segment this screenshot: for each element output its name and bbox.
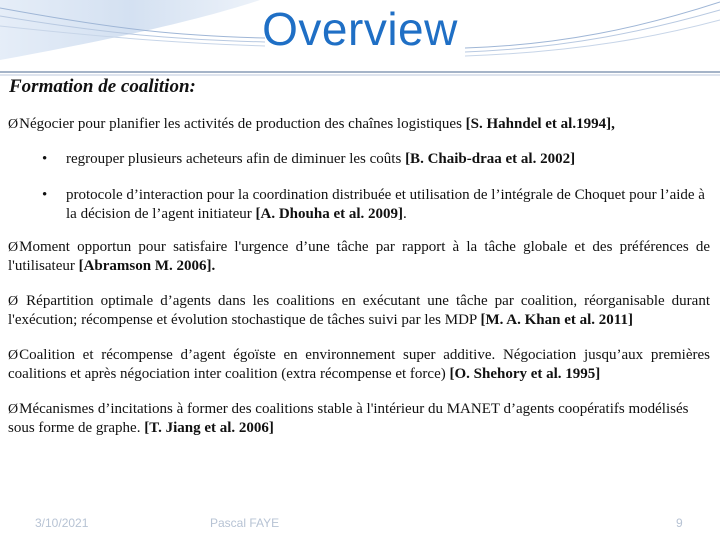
item-reference: [Abramson M. 2006].: [78, 258, 216, 274]
arrow-bullet-icon: Ø: [8, 348, 19, 363]
item-tail: .: [403, 206, 407, 222]
item-text: Répartition optimale d’agents dans les coalitions en exécutant une tâche par coalition, réorganisable durant l'exécution; récompense et évolution stochastique de tâches suivi par les MDP: [8, 293, 710, 328]
slide-title: Overview: [262, 3, 458, 55]
list-item: [8, 150, 710, 169]
list-item: [8, 346, 710, 384]
item-reference: [T. Jiang et al. 2006]: [144, 420, 274, 436]
item-reference: [O. Shehory et al. 1995]: [449, 366, 601, 382]
list-item: [8, 115, 710, 134]
arrow-bullet-icon: Ø: [8, 240, 19, 255]
slide-subtitle: Formation de coalition:: [9, 76, 196, 97]
footer-page-number: 9: [676, 516, 683, 530]
slide-body: [8, 115, 710, 454]
arrow-bullet-icon: Ø: [8, 117, 19, 132]
bullet-dot-icon: •: [42, 187, 48, 203]
item-text: protocole d’interaction pour la coordination distribuée et utilisation de l’intégrale de Choquet pour l’aide à la décision de l’agent initiateur: [66, 187, 705, 222]
item-text: Moment opportun pour satisfaire l'urgence d’une tâche par rapport à la tâche globale et des préférences de l'utilisateur: [8, 239, 710, 274]
list-item: [8, 292, 710, 330]
item-text: Mécanismes d’incitations à former des coalitions stable à l'intérieur du MANET d’agents coopératifs modélisés sous forme de graphe.: [8, 401, 689, 436]
item-text: Négocier pour planifier les activités de production des chaînes logistiques: [19, 116, 466, 132]
item-reference: [A. Dhouha et al. 2009]: [255, 206, 404, 222]
item-reference: [S. Hahndel et al.1994],: [465, 116, 615, 132]
list-item: [8, 238, 710, 276]
bullet-dot-icon: •: [42, 151, 48, 167]
item-reference: [M. A. Khan et al. 2011]: [480, 312, 633, 328]
item-text: Coalition et récompense d’agent égoïste en environnement super additive. Négociation jusqu’aux premières coalitions et après négociation inter coalition (extra récompense et force): [8, 347, 710, 382]
arrow-bullet-icon: Ø: [8, 402, 19, 417]
item-reference: [B. Chaib-draa et al. 2002]: [405, 151, 576, 167]
list-item: [8, 186, 710, 224]
footer-date: 3/10/2021: [35, 516, 89, 530]
arrow-bullet-icon: Ø: [8, 294, 19, 309]
list-item: [8, 400, 710, 438]
footer-author: Pascal FAYE: [210, 516, 280, 530]
item-text: regrouper plusieurs acheteurs afin de diminuer les coûts: [66, 151, 406, 167]
